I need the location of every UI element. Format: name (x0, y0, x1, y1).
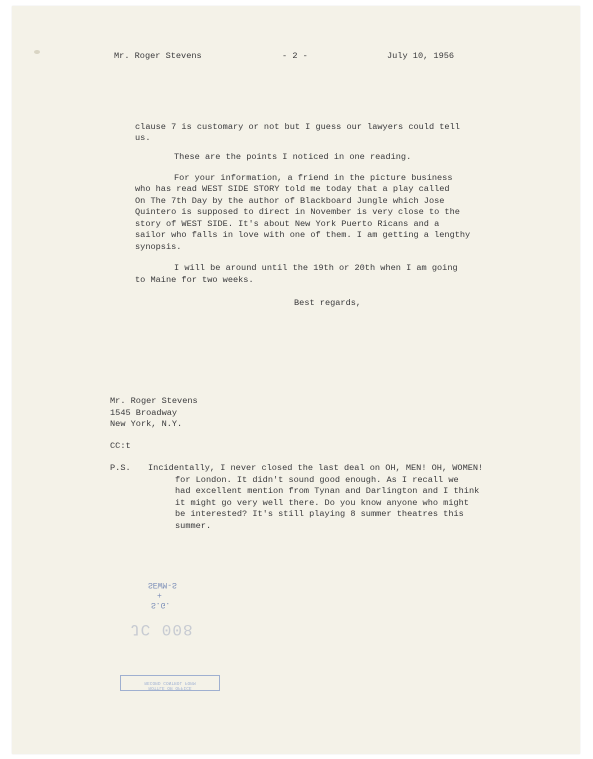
body-line: who has read WEST SIDE STORY told me today that a play called (135, 184, 450, 194)
ps-line: summer. (175, 521, 212, 531)
body-line: These are the points I noticed in one reading. (174, 152, 412, 162)
body-line: clause 7 is customary or not but I guess our lawyers could tell (135, 122, 460, 132)
body-line: Quintero is supposed to direct in November is very close to the (135, 207, 460, 217)
body-line: sailor who falls in love with one of them. I am getting a lengthy (135, 230, 471, 240)
address-line-3: New York, N.Y. (110, 419, 183, 429)
body-line: On The 7th Day by the author of Blackboard Jungle which Jose (135, 196, 445, 206)
ps-line: be interested? It's still playing 8 summer theatres this (175, 509, 464, 519)
letter-sheet (12, 6, 580, 754)
body-line: to Maine for two weeks. (135, 275, 254, 285)
body-line: story of WEST SIDE. It's about New York Puerto Ricans and a (135, 219, 440, 229)
address-line-1: Mr. Roger Stevens (110, 396, 198, 406)
body-line: I will be around until the 19th or 20th when I am going (174, 263, 458, 273)
header-date: July 10, 1956 (387, 51, 455, 61)
ps-line: Incidentally, I never closed the last deal on OH, MEN! OH, WOMEN! (148, 463, 484, 473)
archive-stamp-line-2: + (157, 590, 162, 599)
cc-line: CC:t (110, 441, 131, 451)
header-page-number: - 2 - (282, 51, 308, 61)
archive-stamp-line-3: S.G. (151, 600, 171, 609)
body-line: synopsis. (135, 242, 182, 252)
ps-line: it might go very well there. Do you know anyone who might (175, 498, 469, 508)
ps-line: had excellent mention from Tynan and Darlington and I think (175, 486, 480, 496)
archive-stamp-line-1: SEWM-S (148, 580, 177, 589)
address-line-2: 1545 Broadway (110, 408, 178, 418)
ps-label: P.S. (110, 463, 131, 473)
body-line: For your information, a friend in the picture business (174, 173, 453, 183)
archive-stamp-large: JC 008 (130, 620, 194, 638)
closing: Best regards, (294, 298, 362, 308)
paper-smudge (34, 50, 40, 54)
header-recipient: Mr. Roger Stevens (114, 51, 202, 61)
record-control-stamp: ROTTLE OR OFFICE RECORD CONTROL FORM (120, 675, 220, 691)
body-line: us. (135, 133, 151, 143)
ps-line: for London. It didn't sound good enough. As I recall we (175, 475, 459, 485)
